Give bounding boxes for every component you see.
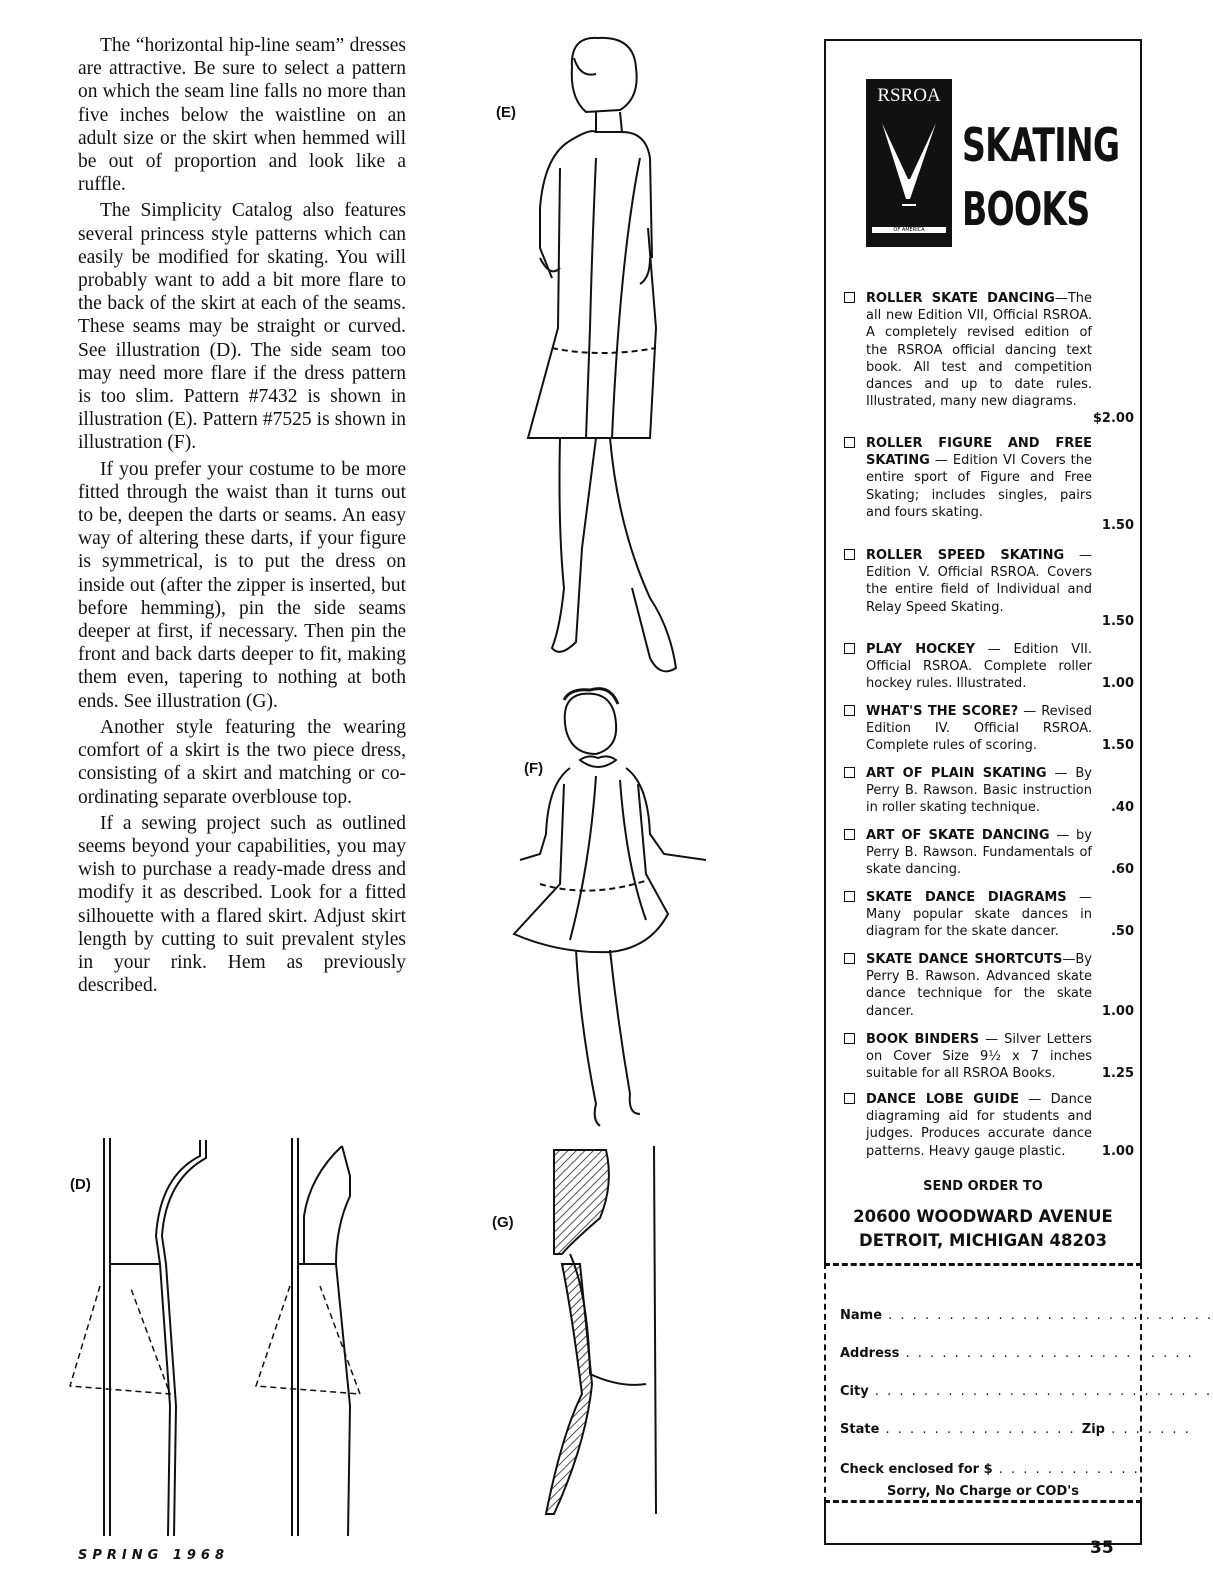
address-line-1: 20600 WOODWARD AVENUE <box>853 1207 1113 1226</box>
book-description: — By Perry B. Rawson. Basic instruction in roller skating technique. <box>866 766 1092 816</box>
order-checkbox[interactable] <box>844 549 855 560</box>
book-price: .60 <box>1110 862 1134 877</box>
order-checkbox[interactable] <box>844 1033 855 1044</box>
book-price: $2.00 <box>1092 411 1134 426</box>
order-checkbox[interactable] <box>844 829 855 840</box>
book-title: SKATE DANCE DIAGRAMS <box>866 890 1067 905</box>
order-checkbox[interactable] <box>844 953 855 964</box>
order-checkbox[interactable] <box>844 1093 855 1104</box>
book-item <box>844 827 1134 879</box>
order-checkbox[interactable] <box>844 292 855 303</box>
book-title: BOOK BINDERS <box>866 1032 980 1047</box>
book-item <box>844 765 1134 817</box>
name-field[interactable]: Name . . . . . . . . . . . . . . . . . . . . . . . . . . . <box>840 1308 1213 1323</box>
book-description: —The all new Edition VII, Official RSROA. A completely revised edition of the RSROA official dancing text book. All test and competition dances and up to date rules. Illustrated, many new diagrams. <box>866 291 1092 410</box>
skating-books-ad <box>824 39 1213 1545</box>
order-checkbox[interactable] <box>844 705 855 716</box>
illustration-e-dress-figure <box>500 28 700 688</box>
page-number: 35 <box>1090 1538 1114 1558</box>
book-description: — Silver Letters on Cover Size 9½ x 7 inches suitable for all RSROA Books. <box>866 1032 1093 1082</box>
book-price: .50 <box>1110 924 1134 939</box>
book-title: ART OF SKATE DANCING <box>866 828 1050 843</box>
book-description: —By Perry B. Rawson. Advanced skate dance technique for the skate dancer. <box>866 952 1092 1019</box>
illustration-g-dart-alteration <box>540 1144 700 1524</box>
headline-line-1: SKATING <box>962 118 1120 172</box>
book-title: WHAT'S THE SCORE? <box>866 704 1019 719</box>
rsroa-logo <box>866 79 952 247</box>
book-title: DANCE LOBE GUIDE <box>866 1092 1019 1107</box>
book-price: 1.50 <box>1101 518 1134 533</box>
book-description: —Edition V. Official RSROA. Covers the entire field of Individual and Relay Speed Skating. <box>866 548 1092 615</box>
illustration-d-pattern-pieces <box>60 1136 420 1536</box>
book-price: 1.00 <box>1101 676 1134 691</box>
book-item <box>844 951 1134 1020</box>
skater-logo-icon <box>876 119 942 219</box>
order-checkbox[interactable] <box>844 891 855 902</box>
article-paragraph: Another style featuring the wearing comfort of a skirt is the two piece dress, consisting of a skirt and matching or co-ordinating separate overblouse top. <box>78 716 406 808</box>
figure-label-d: (D) <box>70 1176 91 1193</box>
book-title: SKATE DANCE SHORTCUTS <box>866 952 1063 967</box>
article-paragraph: If you prefer your costume to be more fitted through the waist than it turns out to be, deepen the darts or seams. An easy way of altering these darts, if your figure is symmetrical, is to put the dress on inside out (after the zipper is inserted, but before hemming), pin the side seams deeper at first, if necessary. Then pin the front and back darts deeper to fit, making them even, tapering to nothing at both ends. See illustration (G). <box>78 458 406 712</box>
book-price: 1.50 <box>1101 614 1134 629</box>
book-item <box>844 703 1134 755</box>
book-title: ROLLER SPEED SKATING <box>866 548 1065 563</box>
book-price: 1.50 <box>1101 738 1134 753</box>
book-title: ROLLER SKATE DANCING <box>866 291 1055 306</box>
state-zip-field[interactable]: State . . . . . . . . . . . . . . . . Zip . . . . . . . <box>840 1422 1191 1437</box>
book-price: .40 <box>1110 800 1134 815</box>
book-price: 1.00 <box>1101 1004 1134 1019</box>
book-description: — Revised Edition IV. Official RSROA. Complete rules of scoring. <box>866 704 1092 754</box>
issue-footer: SPRING 1968 <box>78 1548 229 1563</box>
check-field[interactable]: Check enclosed for $ . . . . . . . . . . . . <box>840 1462 1140 1477</box>
book-description: — by Perry B. Rawson. Fundamentals of skate dancing. <box>866 828 1092 878</box>
city-field[interactable]: City . . . . . . . . . . . . . . . . . . . . . . . . . . . . <box>840 1384 1213 1399</box>
figure-label-g: (G) <box>492 1214 514 1231</box>
article-text <box>78 34 406 1000</box>
book-title: ART OF PLAIN SKATING <box>866 766 1047 781</box>
book-price: 1.00 <box>1101 1144 1134 1159</box>
book-item <box>844 1091 1134 1160</box>
article-paragraph: The Simplicity Catalog also features several princess style patterns which can easily be modified for skating. You will probably want to add a bit more flare to the back of the skirt at each of the seams. These seams may be straight or curved. See illustration (D). The side seam too may need more flare if the dress pattern is too slim. Pattern #7432 is shown in illustration (E). Pattern #7525 is shown in illustration (F). <box>78 200 406 454</box>
book-title: PLAY HOCKEY <box>866 642 976 657</box>
book-item <box>844 889 1134 941</box>
address-line-2: DETROIT, MICHIGAN 48203 <box>859 1231 1107 1250</box>
figure-label-f: (F) <box>524 760 544 777</box>
book-item <box>844 641 1134 693</box>
order-checkbox[interactable] <box>844 437 855 448</box>
order-checkbox[interactable] <box>844 767 855 778</box>
payment-note: Sorry, No Charge or COD's <box>887 1484 1079 1499</box>
book-title: ROLLER FIGURE AND FREE SKATING <box>866 436 1092 469</box>
illustration-f-dress-figure <box>500 684 730 1144</box>
order-checkbox[interactable] <box>844 643 855 654</box>
logo-text: RSROA <box>877 85 941 106</box>
order-form <box>824 1263 1213 1503</box>
book-item <box>844 435 1134 533</box>
article-paragraph: If a sewing project such as outlined seems beyond your capabilities, you may wish to purchase a ready-made dress and modify it as described. Look for a fitted silhouette with a flared skirt. Adjust skirt length by cutting to suit prevalent styles in your rink. Hem as previously described. <box>78 812 406 997</box>
ad-headline <box>962 113 1119 241</box>
book-description: — Dance diagraming aid for students and judges. Produces accurate dance patterns. Heavy gauge plastic. <box>866 1092 1092 1159</box>
book-description: — Edition VII. Official RSROA. Complete roller hockey rules. Illustrated. <box>866 642 1092 692</box>
article-paragraph: The “horizontal hip-line seam” dresses are attractive. Be sure to select a pattern on which the seam line falls no more than five inches below the waistline on an adult size or the skirt when hemmed will be out of proportion and look like a ruffle. <box>78 35 406 196</box>
book-description: — Edition VI Covers the entire sport of Figure and Free Skating; includes singles, pairs and fours skating. <box>866 453 1092 520</box>
address-field[interactable]: Address . . . . . . . . . . . . . . . . . . . . . . . . <box>840 1346 1194 1361</box>
book-price: 1.25 <box>1101 1066 1134 1081</box>
book-item <box>844 547 1134 629</box>
book-description: — Many popular skate dances in diagram for the skate dancer. <box>866 890 1093 940</box>
send-order-heading: SEND ORDER TO <box>923 1179 1043 1194</box>
book-item <box>844 1031 1134 1083</box>
logo-band-text: OF AMERICA <box>872 227 946 233</box>
headline-line-2: BOOKS <box>962 182 1090 236</box>
book-item <box>844 290 1134 426</box>
figure-label-e: (E) <box>496 104 516 121</box>
